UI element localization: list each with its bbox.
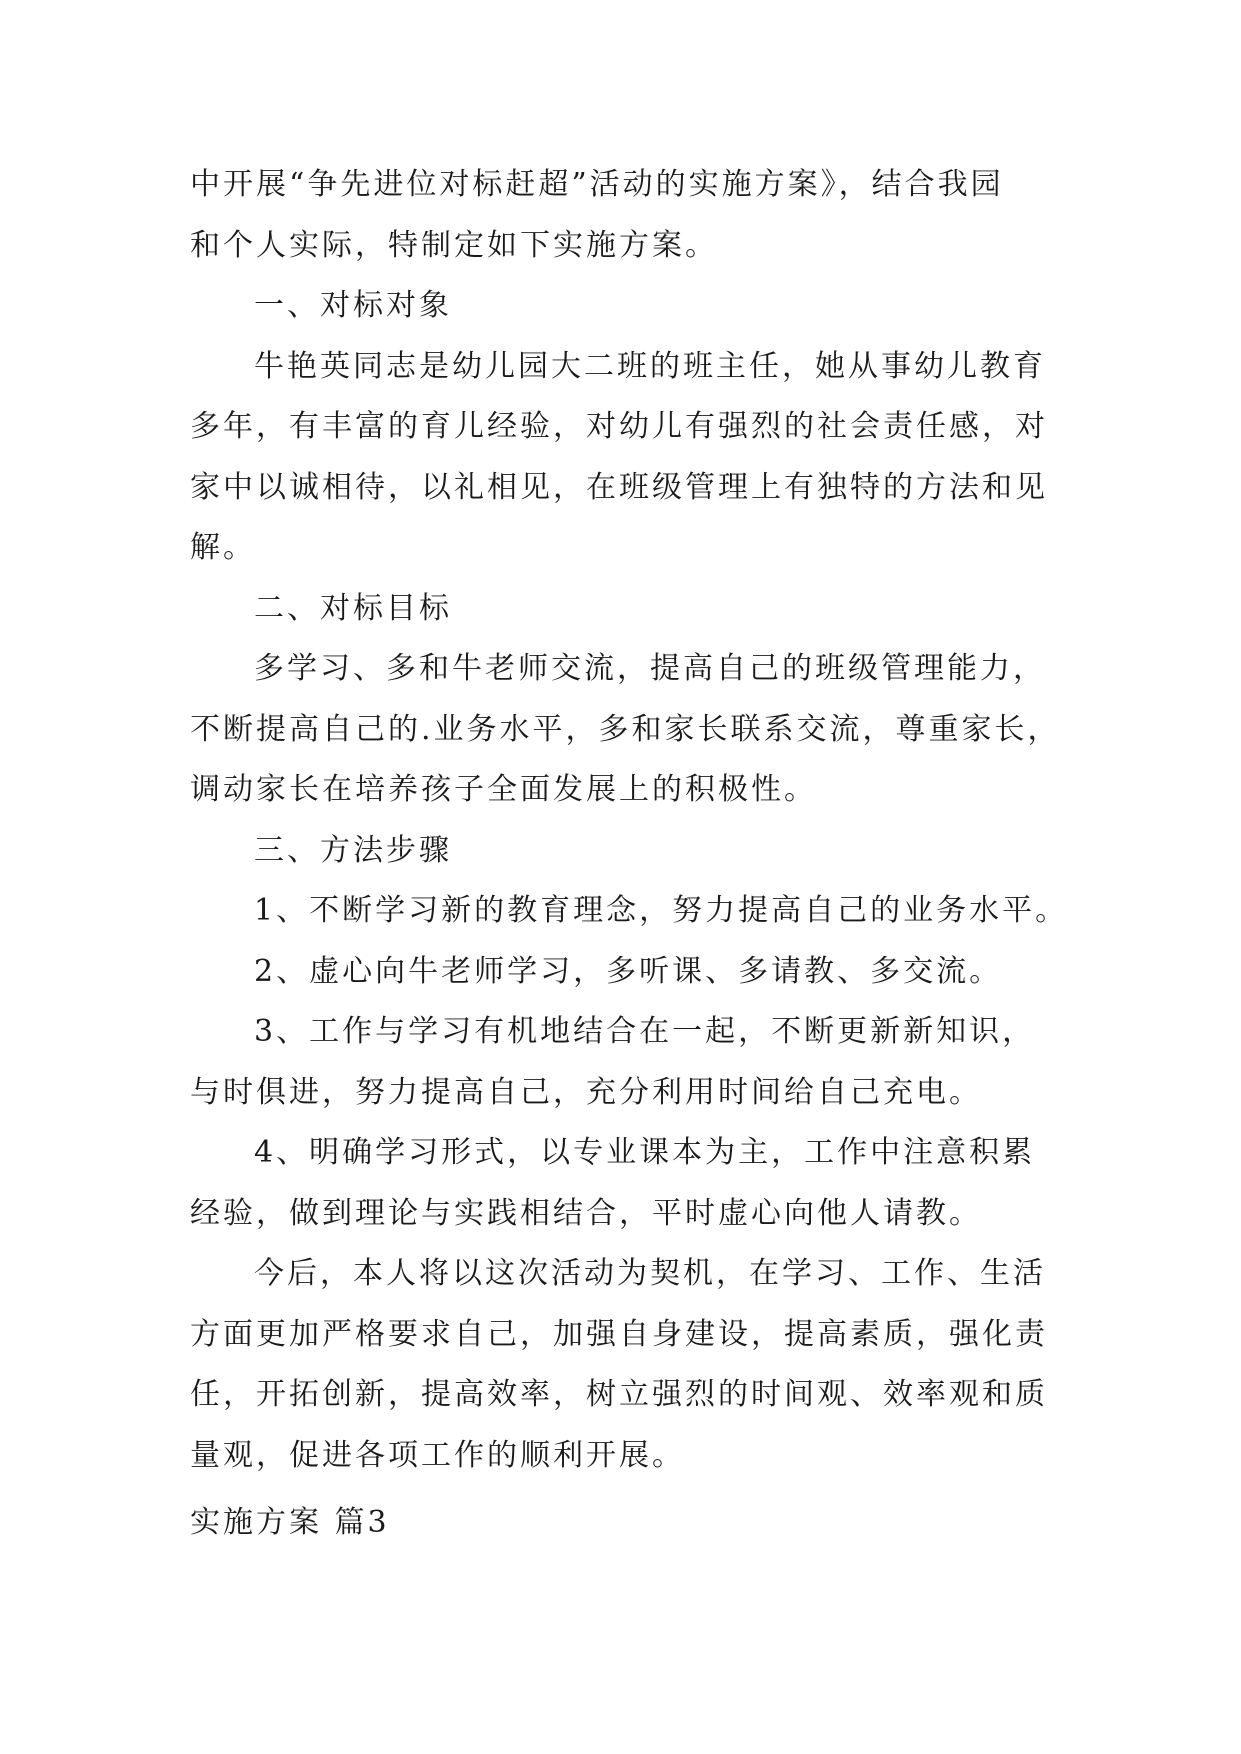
text-line: 三、方法步骤	[254, 832, 452, 868]
next-section-title: 实施方案 篇3	[190, 1505, 390, 1540]
heading-benchmark-object	[190, 276, 1070, 337]
text-line: 多学习、多和牛老师交流，提高自己的班级管理能力，	[254, 651, 1046, 686]
text-line: 量观，促进各项工作的顺利开展。	[190, 1437, 685, 1473]
document-body	[190, 155, 1070, 1486]
step-3	[190, 1002, 1070, 1123]
heading-method-steps	[190, 821, 1070, 882]
text-line: 经验，做到理论与实践相结合，平时虚心向他人请教。	[190, 1195, 982, 1231]
text-line: 和个人实际，特制定如下实施方案。	[190, 227, 718, 263]
benchmark-goal-paragraph	[190, 639, 1070, 821]
text-line: 与时俱进，努力提高自己，充分利用时间给自己充电。	[190, 1074, 982, 1110]
text-line: 3、工作与学习有机地结合在一起，不断更新新知识，	[254, 1014, 1036, 1049]
intro-paragraph	[190, 155, 1070, 276]
step-4	[190, 1123, 1070, 1244]
text-line: 不断提高自己的.业务水平，多和家长联系交流，尊重家长，	[190, 711, 1061, 747]
text-line: 方面更加严格要求自己，加强自身建设，提高素质，强化责	[190, 1316, 1048, 1352]
text-line: 任，开拓创新，提高效率，树立强烈的时间观、效率观和质	[190, 1377, 1048, 1412]
text-line: 中开展“争先进位对标赶超”活动的实施方案》，结合我园	[190, 167, 1004, 202]
closing-paragraph	[190, 1244, 1070, 1486]
text-line: 家中以诚相待，以礼相见，在班级管理上有独特的方法和见	[190, 469, 1048, 505]
text-line: 4、明确学习形式，以专业课本为主，工作中注意积累	[254, 1135, 1036, 1170]
step-1	[190, 881, 1070, 942]
text-line: 今后，本人将以这次活动为契机，在学习、工作、生活	[254, 1256, 1046, 1291]
text-line: 牛艳英同志是幼儿园大二班的班主任，她从事幼儿教育	[254, 348, 1046, 384]
text-line: 二、对标目标	[254, 590, 452, 626]
text-line: 多年，有丰富的育儿经验，对幼儿有强烈的社会责任感，对	[190, 409, 1048, 444]
benchmark-object-paragraph	[190, 337, 1070, 579]
text-line: 2、虚心向牛老师学习，多听课、多请教、多交流。	[254, 953, 1003, 989]
text-line: 1、不断学习新的教育理念，努力提高自己的业务水平。	[254, 893, 1069, 928]
step-2	[190, 942, 1070, 1003]
text-line: 一、对标对象	[254, 288, 452, 323]
text-line: 调动家长在培养孩子全面发展上的积极性。	[190, 772, 817, 807]
text-line: 解。	[190, 530, 256, 565]
heading-benchmark-goal	[190, 579, 1070, 640]
